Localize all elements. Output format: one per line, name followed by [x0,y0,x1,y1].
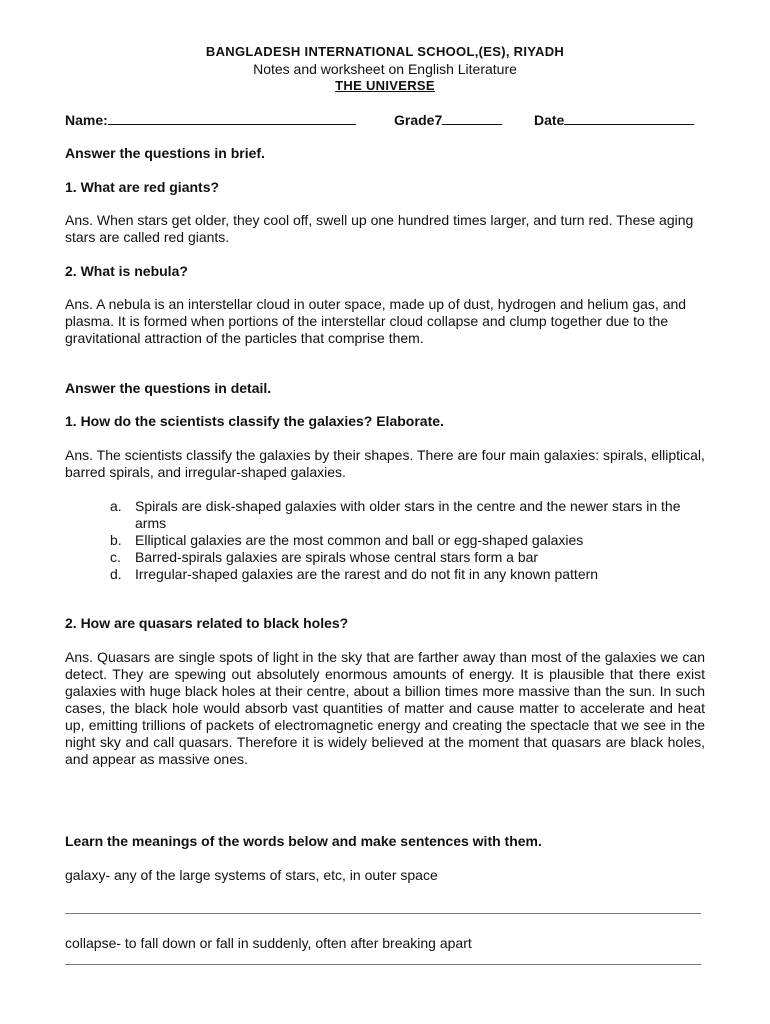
vocab-word-2: collapse- to fall down or fall in suddenly, often after breaking apart [65,935,472,951]
detail-question-1: 1. How do the scientists classify the galaxies? Elaborate. [65,413,444,429]
brief-question-1: 1. What are red giants? [65,179,220,195]
brief-answer-2: Ans. A nebula is an interstellar cloud in outer space, made up of dust, hydrogen and helium gas, and plasma. It is formed when portions of the interstellar cloud collapse and clump together due to the gravitational attraction of the particles that comprise them. [65,296,687,346]
list-marker: a. [110,498,122,514]
grade-label: Grade7 [394,112,443,128]
vocab-heading: Learn the meanings of the words below and make sentences with them. [65,833,542,849]
list-item [110,549,705,566]
list-item [110,498,705,532]
detail-question-2: 2. How are quasars related to black holes? [65,615,349,631]
name-field [65,111,356,129]
detail-answer-1: Ans. The scientists classify the galaxies by their shapes. There are four main galaxies: spirals, elliptical, barred spirals, and irregular-shaped galaxies. [65,447,705,480]
date-field [534,111,694,129]
list-marker: c. [110,549,121,565]
list-item-text: Elliptical galaxies are the most common and ball or egg-shaped galaxies [135,532,584,548]
list-item-text: Barred-spirals galaxies are spirals whose central stars form a bar [135,549,539,565]
brief-heading: Answer the questions in brief. [65,145,265,161]
date-label: Date [534,112,565,128]
brief-question-2: 2. What is nebula? [65,263,188,279]
name-label: Name: [65,112,108,128]
answer-line[interactable] [65,964,701,965]
worksheet-subtitle: Notes and worksheet on English Literature [253,61,517,77]
list-item [110,566,705,583]
detail-answer-2: Ans. Quasars are single spots of light in the sky that are farther away than most of the galaxies we can detect. They are spewing out absolutely enormous amounts of energy. It is plausible that there exist galaxies with huge black holes at their centre, about a billion times more massive than the sun. In such cases, the black hole would absorb vast quantities of matter and cause matter to accelerate and heat up, emitting trillions of packets of electromagnetic energy and creating the spectacle that we see in the night sky and call quasars. Therefore it is widely believed at the moment that quasars are black holes, and appear as massive ones. [65,649,705,767]
grade-blank[interactable] [442,111,502,125]
vocab-word-1: galaxy- any of the large systems of stars, etc, in outer space [65,867,438,883]
grade-field [394,111,502,129]
date-blank[interactable] [564,111,694,125]
brief-answer-1: Ans. When stars get older, they cool off, swell up one hundred times larger, and turn red. These aging stars are called red giants. [65,212,694,245]
list-marker: d. [110,566,122,582]
topic-title: THE UNIVERSE [335,78,435,93]
list-item-text: Spirals are disk-shaped galaxies with older stars in the centre and the newer stars in the arms [135,498,681,531]
list-item [110,532,705,549]
name-blank[interactable] [108,111,356,125]
answer-line[interactable] [65,913,701,914]
galaxy-types-list [110,498,705,583]
detail-heading: Answer the questions in detail. [65,380,272,396]
school-name: BANGLADESH INTERNATIONAL SCHOOL,(ES), RIYADH [205,44,565,59]
list-item-text: Irregular-shaped galaxies are the rarest and do not fit in any known pattern [135,566,599,582]
list-marker: b. [110,532,122,548]
